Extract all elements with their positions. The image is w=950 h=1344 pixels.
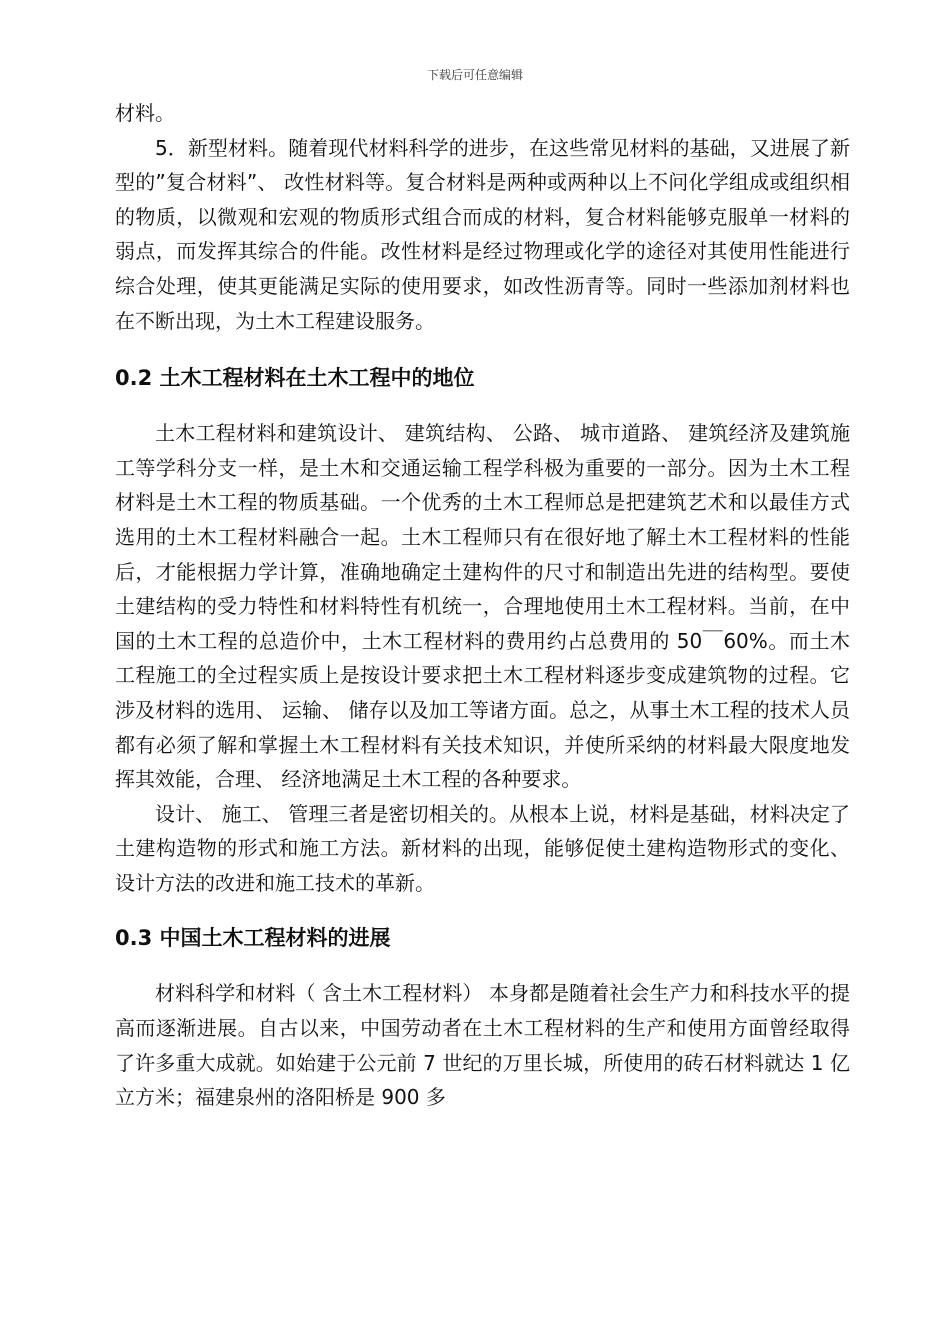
- section-heading-0-3: 0.3 中国土木工程材料的进展: [115, 926, 391, 951]
- paragraph-materials-status: 土木工程材料和建筑设计、 建筑结构、 公路、 城市道路、 建筑经济及建筑施工等学科分支一样，是土木和交通运输工程学科极为重要的一部分。因为土木工程材料是土木工程的物质基础。一个优秀的土木工程师总是把建筑艺术和以最佳方式选用的土木工程材料融合一起。土木工程师只有在很好地了解土木工程材料的性能后，才能根据力学计算，准确地确定土建构件的尺寸和制造出先进的结构型。要使土建结构的受力特性和材料特性有机统一，合理地使用土木工程材料。当前，在中国的土木工程的总造价中，土木工程材料的费用约占总费用的 50￣60%。而土木工程施工的全过程实质上是按设计要求把土木工程材料逐步变成建筑物的过程。它涉及材料的选用、 运输、 储存以及加工等诸方面。总之，从事土木工程的技术人员都有必须了解和掌握土木工程材料有关技术知识，并使所采纳的材料最大限度地发挥其效能，合理、 经济地满足土木工程的各种要求。: [115, 421, 850, 792]
- section-heading-0-2: 0.2 土木工程材料在土木工程中的地位: [115, 366, 475, 391]
- document-body: [115, 96, 850, 1115]
- paragraph-intro-tail: 材料。: [115, 101, 175, 125]
- paragraph-design-construction: 设计、 施工、 管理三者是密切相关的。从根本上说，材料是基础，材料决定了土建构造物的形式和施工方法。新材料的出现，能够促使土建构造物形式的变化、 设计方法的改进和施工技术的革新。: [115, 801, 850, 895]
- paragraph-new-materials: 5．新型材料。随着现代材料科学的进步，在这些常见材料的基础，又进展了新型的”复合材料”、 改性材料等。复合材料是两种或两种以上不问化学组成或组织相的物质，以微观和宏观的物质形式组合而成的材料，复合材料能够克服单一材料的弱点，而发挥其综合的件能。改性材料是经过物理或化学的途径对其使用性能进行综合处理，使其更能满足实际的使用要求，如改性沥青等。同时一些添加剂材料也在不断出现，为土木工程建设服务。: [115, 135, 850, 333]
- page-header: 下载后可任意编辑: [426, 68, 523, 82]
- paragraph-development: 材料科学和材料（ 含土木工程材料） 本身都是随着社会生产力和科技水平的提高而逐渐进展。自古以来，中国劳动者在土木工程材料的生产和使用方面曾经取得了许多重大成就。如始建于公元前 7 世纪的万里长城，所使用的砖石材料就达 1 亿立方米；福建泉州的洛阳桥是 900 多: [115, 981, 850, 1110]
